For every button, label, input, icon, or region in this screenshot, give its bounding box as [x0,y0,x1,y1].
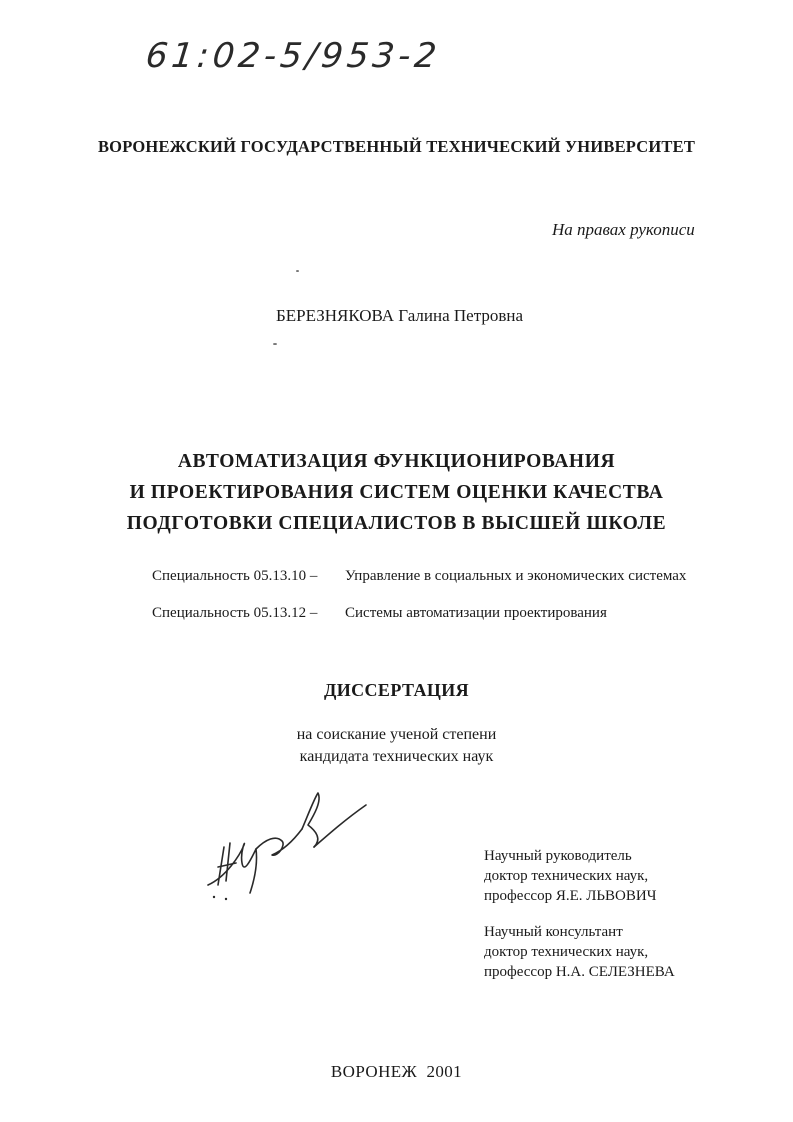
thesis-title-line: ПОДГОТОВКИ СПЕЦИАЛИСТОВ В ВЫСШЕЙ ШКОЛЕ [126,513,667,534]
archive-code: 61:02-5/953-2 [143,36,443,76]
university-name: ВОРОНЕЖСКИЙ ГОСУДАРСТВЕННЫЙ ТЕХНИЧЕСКИЙ УНИВЕРСИТЕТ [97,137,696,156]
thesis-title-line: АВТОМАТИЗАЦИЯ ФУНКЦИОНИРОВАНИЯ [177,451,616,472]
advisor-degree: доктор технических наук, [484,944,649,960]
degree-line: на соискание ученой степени [296,726,497,743]
specialty-name: Системы автоматизации проектирования [345,605,607,621]
scan-speck [296,270,299,272]
specialty-code: Специальность 05.13.12 – [152,605,318,621]
specialty-code: Специальность 05.13.10 – [152,568,318,584]
advisor-role: Научный руководитель [484,848,632,864]
document-type: ДИССЕРТАЦИЯ [323,680,470,700]
scientific-advisor [484,846,656,906]
author-name: БЕРЕЗНЯКОВА Галина Петровна [276,306,524,325]
rights-note: На правах рукописи [552,220,695,239]
advisor-degree: доктор технических наук, [484,868,649,884]
advisor-name: профессор Н.А. СЕЛЕЗНЕВА [484,964,675,980]
advisor-role: Научный консультант [484,924,623,940]
degree-statement [0,724,793,768]
specialty-row [152,605,607,622]
author-signature [196,785,376,905]
thesis-title [0,446,793,539]
advisor-name: профессор Я.Е. ЛЬВОВИЧ [484,888,657,904]
scan-speck [273,343,277,345]
specialty-row [152,568,686,585]
city-year: ВОРОНЕЖ 2001 [330,1062,463,1081]
specialty-name: Управление в социальных и экономических системах [345,568,687,584]
scientific-consultant [484,922,675,982]
thesis-title-line: И ПРОЕКТИРОВАНИЯ СИСТЕМ ОЦЕНКИ КАЧЕСТВА [129,482,664,503]
degree-line: кандидата технических наук [299,748,494,765]
